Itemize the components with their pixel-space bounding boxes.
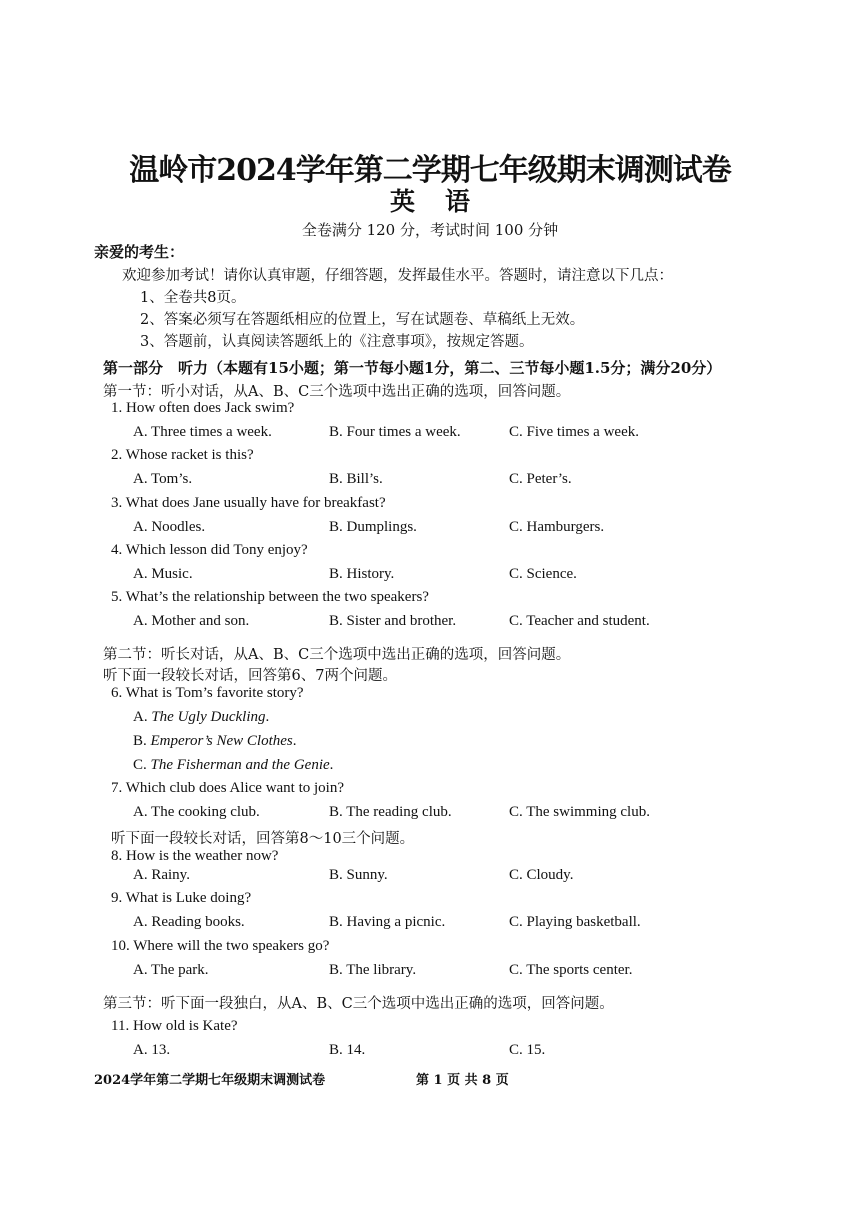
note-3: 3、答题前，认真阅读答题纸上的《注意事项》，按规定答题。: [140, 334, 534, 350]
q4-option-b: B. History.: [329, 566, 395, 582]
story-title: The Fisherman and the Genie: [150, 757, 330, 773]
q1-option-c: C. Five times a week.: [509, 424, 639, 440]
question-1: 1. How often does Jack swim?: [111, 400, 295, 416]
q3-option-c: C. Hamburgers.: [509, 519, 605, 535]
question-3: 3. What does Jane usually have for breakfast?: [111, 495, 386, 511]
q10-option-c: C. The sports center.: [509, 962, 633, 978]
section3-heading: 第三节：听下面一段独白，从A、B、C三个选项中选出正确的选项，回答问题。: [103, 996, 614, 1012]
q2-option-b: B. Bill’s.: [329, 471, 383, 487]
q6-option-b: [133, 733, 297, 750]
q11-option-b: B. 14.: [329, 1042, 366, 1058]
q7-option-b: B. The reading club.: [329, 804, 452, 820]
question-6: 6. What is Tom’s favorite story?: [111, 685, 304, 701]
q9-option-a: A. Reading books.: [133, 914, 245, 930]
footer-exam-name: 2024学年第二学期七年级期末调测试卷: [94, 1073, 326, 1088]
intro-text: 欢迎参加考试！请你认真审题，仔细答题，发挥最佳水平。答题时，请注意以下几点：: [122, 268, 673, 284]
story-title: The Ugly Duckling: [151, 709, 266, 725]
lead-6-7: 听下面一段较长对话，回答第6、7两个问题。: [103, 668, 397, 684]
question-10: 10. Where will the two speakers go?: [111, 938, 330, 954]
question-11: 11. How old is Kate?: [111, 1018, 238, 1034]
option-letter: B.: [133, 733, 151, 749]
q6-option-c: [133, 757, 333, 774]
q5-option-c: C. Teacher and student.: [509, 613, 650, 629]
question-4: 4. Which lesson did Tony enjoy?: [111, 542, 308, 558]
q1-option-b: B. Four times a week.: [329, 424, 461, 440]
question-7: 7. Which club does Alice want to join?: [111, 780, 345, 796]
section2-heading: 第二节：听长对话，从A、B、C三个选项中选出正确的选项，回答问题。: [103, 647, 571, 663]
score-note: 全卷满分 120 分，考试时间 100 分钟: [301, 221, 559, 239]
q8-option-a: A. Rainy.: [133, 867, 190, 883]
option-letter: A.: [133, 709, 152, 725]
q7-option-a: A. The cooking club.: [133, 804, 260, 820]
option-end: .: [265, 709, 270, 725]
q5-option-a: A. Mother and son.: [133, 613, 250, 629]
story-title: Emperor’s New Clothes: [150, 733, 293, 749]
q2-option-c: C. Peter’s.: [509, 471, 572, 487]
q11-option-a: A. 13.: [133, 1042, 171, 1058]
footer-page-number: 第 1 页 共 8 页: [416, 1073, 509, 1088]
question-9: 9. What is Luke doing?: [111, 890, 252, 906]
q8-option-c: C. Cloudy.: [509, 867, 574, 883]
q10-option-b: B. The library.: [329, 962, 417, 978]
q4-option-c: C. Science.: [509, 566, 577, 582]
section1-heading: 第一节：听小对话，从A、B、C三个选项中选出正确的选项，回答问题。: [103, 384, 571, 400]
part1-heading: 第一部分 听力（本题有15小题；第一节每小题1分，第二、三节每小题1.5分；满分20分）: [103, 359, 722, 377]
q2-option-a: A. Tom’s.: [133, 471, 193, 487]
exam-title: 温岭市2024学年第二学期七年级期末调测试卷: [129, 153, 731, 188]
question-2: 2. Whose racket is this?: [111, 447, 254, 463]
q5-option-b: B. Sister and brother.: [329, 613, 457, 629]
q3-option-a: A. Noodles.: [133, 519, 206, 535]
q3-option-b: B. Dumplings.: [329, 519, 417, 535]
q7-option-c: C. The swimming club.: [509, 804, 650, 820]
note-2: 2、答案必须写在答题纸相应的位置上，写在试题卷、草稿纸上无效。: [140, 312, 585, 328]
q9-option-c: C. Playing basketball.: [509, 914, 641, 930]
q8-option-b: B. Sunny.: [329, 867, 388, 883]
option-letter: C.: [133, 757, 151, 773]
q9-option-b: B. Having a picnic.: [329, 914, 446, 930]
option-end: .: [329, 757, 334, 773]
question-8: 8. How is the weather now?: [111, 848, 279, 864]
note-1: 1、全卷共8页。: [140, 290, 246, 306]
q11-option-c: C. 15.: [509, 1042, 546, 1058]
q4-option-a: A. Music.: [133, 566, 193, 582]
option-end: .: [292, 733, 297, 749]
q10-option-a: A. The park.: [133, 962, 209, 978]
greeting: 亲爱的考生：: [94, 243, 185, 261]
question-5: 5. What’s the relationship between the two speakers?: [111, 589, 429, 605]
lead-8-10: 听下面一段较长对话，回答第8～10三个问题。: [111, 831, 415, 847]
q1-option-a: A. Three times a week.: [133, 424, 272, 440]
q6-option-a: [133, 709, 269, 726]
subject-title: 英语: [389, 187, 500, 216]
